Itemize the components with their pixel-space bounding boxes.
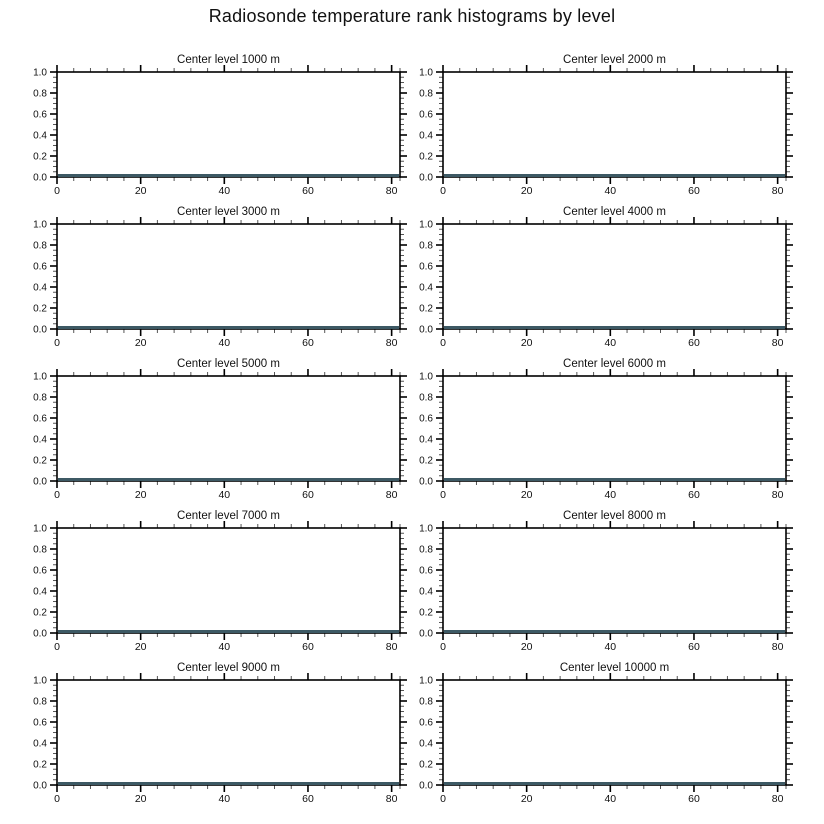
y-axis-tick-label: 0.6 <box>419 109 433 121</box>
y-axis-tick-label: 1.0 <box>419 675 433 687</box>
y-axis-tick-label: 1.0 <box>33 67 47 79</box>
x-axis-tick-label: 60 <box>688 337 700 349</box>
x-axis-tick-label: 0 <box>440 185 446 197</box>
x-axis-tick-label: 80 <box>771 793 784 805</box>
subplot-level-3000 <box>33 206 407 349</box>
y-axis-tick-label: 0.4 <box>33 738 47 750</box>
y-axis-tick-label: 0.6 <box>33 261 47 273</box>
y-axis-tick-label: 0.8 <box>419 240 433 252</box>
x-axis-tick-label: 0 <box>54 185 60 197</box>
y-axis-tick-label: 0.8 <box>419 88 433 100</box>
y-axis-tick-label: 0.8 <box>419 696 433 708</box>
x-axis-tick-label: 80 <box>385 793 398 805</box>
y-axis-tick-label: 0.8 <box>33 392 47 404</box>
x-axis-tick-label: 20 <box>134 489 147 501</box>
plot-frame <box>443 224 786 329</box>
x-axis-tick-label: 80 <box>771 185 784 197</box>
x-axis-tick-label: 0 <box>54 489 60 501</box>
y-axis-tick-label: 0.2 <box>33 455 47 467</box>
x-axis-tick-label: 20 <box>520 793 533 805</box>
x-axis-tick-label: 0 <box>54 793 60 805</box>
y-axis-tick-label: 0.2 <box>419 759 433 771</box>
subplot-title: Center level 6000 m <box>563 358 666 370</box>
plot-frame <box>57 224 400 329</box>
y-axis-tick-label: 0.4 <box>33 586 47 598</box>
y-axis-tick-label: 1.0 <box>419 371 433 383</box>
subplot-title: Center level 3000 m <box>177 206 280 218</box>
x-axis-tick-label: 60 <box>302 185 314 197</box>
y-axis-tick-label: 0.8 <box>419 392 433 404</box>
subplot-title: Center level 10000 m <box>559 662 670 674</box>
x-axis-tick-label: 0 <box>54 337 60 349</box>
y-axis-tick-label: 0.4 <box>419 434 433 446</box>
y-axis-tick-label: 1.0 <box>33 219 47 231</box>
y-axis-tick-label: 0.2 <box>419 303 433 315</box>
y-axis-tick-label: 0.4 <box>419 738 433 750</box>
x-axis-tick-label: 60 <box>302 793 314 805</box>
x-axis-tick-label: 80 <box>385 489 398 501</box>
subplot-level-6000 <box>419 358 793 501</box>
x-axis-tick-label: 0 <box>440 793 446 805</box>
x-axis-tick-label: 40 <box>604 185 617 197</box>
y-axis-tick-label: 0.0 <box>33 476 47 488</box>
x-axis-tick-label: 20 <box>134 641 147 653</box>
x-axis-tick-label: 20 <box>520 641 533 653</box>
x-axis-tick-label: 60 <box>688 489 700 501</box>
subplot-level-2000 <box>419 54 793 197</box>
y-axis-tick-label: 0.8 <box>33 240 47 252</box>
x-axis-tick-label: 20 <box>520 337 533 349</box>
x-axis-tick-label: 80 <box>771 489 784 501</box>
subplot-title: Center level 4000 m <box>563 206 666 218</box>
subplot-title: Center level 5000 m <box>177 358 280 370</box>
subplot-title: Center level 1000 m <box>177 54 280 66</box>
y-axis-tick-label: 0.2 <box>419 607 433 619</box>
x-axis-tick-label: 40 <box>604 641 617 653</box>
x-axis-tick-label: 60 <box>302 641 314 653</box>
y-axis-tick-label: 0.0 <box>33 780 47 792</box>
y-axis-tick-label: 0.2 <box>33 759 47 771</box>
subplot-title: Center level 7000 m <box>177 510 280 522</box>
subplot-level-9000 <box>33 662 407 805</box>
subplot-level-10000 <box>419 662 793 805</box>
x-axis-tick-label: 40 <box>604 489 617 501</box>
x-axis-tick-label: 40 <box>218 337 231 349</box>
plot-frame <box>443 528 786 633</box>
y-axis-tick-label: 0.2 <box>33 607 47 619</box>
y-axis-tick-label: 0.0 <box>419 172 433 184</box>
subplot-title: Center level 8000 m <box>563 510 666 522</box>
y-axis-tick-label: 0.2 <box>33 151 47 163</box>
y-axis-tick-label: 0.6 <box>419 565 433 577</box>
y-axis-tick-label: 0.4 <box>419 130 433 142</box>
x-axis-tick-label: 20 <box>134 185 147 197</box>
y-axis-tick-label: 1.0 <box>419 523 433 535</box>
y-axis-tick-label: 0.6 <box>33 413 47 425</box>
plot-frame <box>443 680 786 785</box>
y-axis-tick-label: 0.4 <box>419 586 433 598</box>
y-axis-tick-label: 1.0 <box>419 219 433 231</box>
x-axis-tick-label: 20 <box>520 185 533 197</box>
y-axis-tick-label: 1.0 <box>33 371 47 383</box>
y-axis-tick-label: 0.6 <box>33 109 47 121</box>
x-axis-tick-label: 80 <box>385 641 398 653</box>
y-axis-tick-label: 0.4 <box>419 282 433 294</box>
y-axis-tick-label: 0.0 <box>33 628 47 640</box>
y-axis-tick-label: 1.0 <box>419 67 433 79</box>
y-axis-tick-label: 0.0 <box>419 628 433 640</box>
y-axis-tick-label: 0.0 <box>419 780 433 792</box>
y-axis-tick-label: 0.8 <box>419 544 433 556</box>
plot-frame <box>57 680 400 785</box>
x-axis-tick-label: 20 <box>520 489 533 501</box>
y-axis-tick-label: 0.6 <box>33 717 47 729</box>
subplot-level-5000 <box>33 358 407 501</box>
x-axis-tick-label: 60 <box>688 641 700 653</box>
x-axis-tick-label: 0 <box>440 489 446 501</box>
x-axis-tick-label: 0 <box>440 641 446 653</box>
y-axis-tick-label: 1.0 <box>33 675 47 687</box>
y-axis-tick-label: 0.6 <box>33 565 47 577</box>
y-axis-tick-label: 1.0 <box>33 523 47 535</box>
y-axis-tick-label: 0.0 <box>33 172 47 184</box>
x-axis-tick-label: 0 <box>440 337 446 349</box>
x-axis-tick-label: 40 <box>218 185 231 197</box>
x-axis-tick-label: 20 <box>134 337 147 349</box>
x-axis-tick-label: 60 <box>302 489 314 501</box>
y-axis-tick-label: 0.6 <box>419 261 433 273</box>
subplot-level-8000 <box>419 510 793 653</box>
plot-frame <box>57 72 400 177</box>
x-axis-tick-label: 40 <box>604 793 617 805</box>
plot-frame <box>443 376 786 481</box>
subplot-level-1000 <box>33 54 407 197</box>
x-axis-tick-label: 80 <box>385 185 398 197</box>
figure-title: Radiosonde temperature rank histograms by level <box>208 6 616 26</box>
x-axis-tick-label: 0 <box>54 641 60 653</box>
x-axis-tick-label: 40 <box>604 337 617 349</box>
y-axis-tick-label: 0.2 <box>419 151 433 163</box>
y-axis-tick-label: 0.2 <box>419 455 433 467</box>
y-axis-tick-label: 0.8 <box>33 696 47 708</box>
x-axis-tick-label: 60 <box>688 793 700 805</box>
x-axis-tick-label: 60 <box>688 185 700 197</box>
y-axis-tick-label: 0.0 <box>419 476 433 488</box>
x-axis-tick-label: 40 <box>218 641 231 653</box>
x-axis-tick-label: 20 <box>134 793 147 805</box>
y-axis-tick-label: 0.2 <box>33 303 47 315</box>
y-axis-tick-label: 0.4 <box>33 282 47 294</box>
y-axis-tick-label: 0.8 <box>33 88 47 100</box>
x-axis-tick-label: 40 <box>218 489 231 501</box>
y-axis-tick-label: 0.4 <box>33 434 47 446</box>
y-axis-tick-label: 0.4 <box>33 130 47 142</box>
y-axis-tick-label: 0.0 <box>33 324 47 336</box>
plot-frame <box>57 528 400 633</box>
x-axis-tick-label: 80 <box>771 337 784 349</box>
subplot-title: Center level 2000 m <box>563 54 666 66</box>
x-axis-tick-label: 60 <box>302 337 314 349</box>
plot-frame <box>57 376 400 481</box>
y-axis-tick-label: 0.6 <box>419 413 433 425</box>
y-axis-tick-label: 0.0 <box>419 324 433 336</box>
y-axis-tick-label: 0.6 <box>419 717 433 729</box>
plot-frame <box>443 72 786 177</box>
subplot-level-7000 <box>33 510 407 653</box>
subplot-level-4000 <box>419 206 793 349</box>
x-axis-tick-label: 80 <box>385 337 398 349</box>
subplot-title: Center level 9000 m <box>177 662 280 674</box>
y-axis-tick-label: 0.8 <box>33 544 47 556</box>
x-axis-tick-label: 40 <box>218 793 231 805</box>
x-axis-tick-label: 80 <box>771 641 784 653</box>
